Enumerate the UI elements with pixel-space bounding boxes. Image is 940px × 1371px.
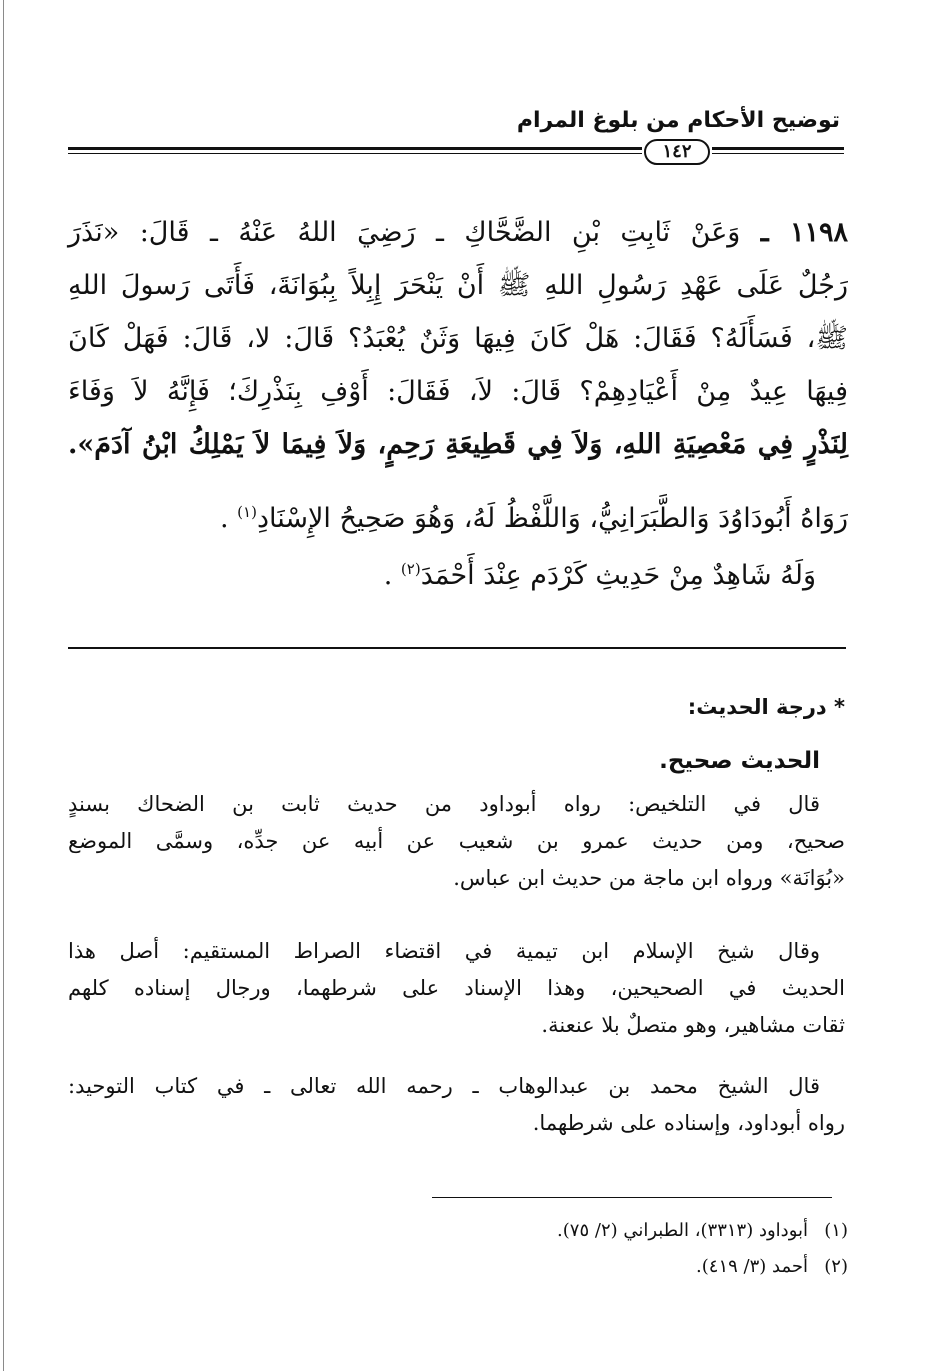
hadith-witness: وَلَهُ شَاهِدٌ مِنْ حَدِيثِ كَرْدَم عِنْدَ أَحْمَدَ$^{(٢)}$ . [383, 560, 816, 591]
footnote-1 [557, 1220, 848, 1241]
hadith-line: لِنَذْرٍ فِي مَعْصِيَةِ اللهِ، وَلاَ فِي قَطِيعَةِ رَحِمٍ، وَلاَ فِيمَا لاَ يَمْلِكُ ابْنُ آدَمَ». [68, 429, 848, 460]
footnote-2 [696, 1256, 848, 1277]
hadith-line-text: وَعَنْ ثَابِتِ بْنِ الضَّحَّاكِ ـ رَضِيَ اللهُ عَنْهُ ـ قَالَ: «نَذَرَ [68, 217, 741, 248]
commentary-paragraph [68, 786, 845, 897]
section-divider [68, 647, 846, 649]
hadith-text [68, 206, 848, 471]
footnote-text: أحمد (٣/ ٤١٩). [696, 1256, 808, 1277]
header-rule-right [712, 147, 844, 154]
hadith-source-text: رَوَاهُ أَبُودَاوُدَ وَالطَّبَرَانِيُّ، وَاللَّفْظُ لَهُ، وَهُوَ صَحِيحُ الإِسْنَادِ [256, 503, 848, 534]
commentary-paragraph [68, 1068, 845, 1142]
commentary-line: ثقات مشاهير، وهو متصلٌ بلا عنعنة. [541, 1013, 845, 1037]
commentary-line: قال في التلخيص: رواه أبوداود من حديث ثابت بن الضحاك بسندٍ [68, 792, 820, 816]
running-title: توضيح الأحكام من بلوغ المرام [516, 108, 840, 133]
hadith-source: رَوَاهُ أَبُودَاوُدَ وَالطَّبَرَانِيُّ، وَاللَّفْظُ لَهُ، وَهُوَ صَحِيحُ الإِسْنَادِ$^{(١)}$ . [220, 503, 848, 534]
section-heading: * درجة الحديث: [687, 695, 845, 719]
hadith-line [68, 206, 848, 259]
commentary-line: قال الشيخ محمد بن عبدالوهاب ـ رحمه الله تعالى ـ في كتاب التوحيد: [68, 1074, 820, 1098]
commentary-line: رواه أبوداود، وإسناده على شرطهما. [532, 1111, 845, 1135]
footnote-ref-1[interactable]: (١) [237, 503, 257, 521]
hadith-line: رَجُلٌ عَلَى عَهْدِ رَسُولِ اللهِ ﷺ أَنْ يَنْحَرَ إِبِلاً بِبُوَانَةَ، فَأَتَى رَسولَ اللهِ [68, 270, 848, 301]
footnote-separator [432, 1197, 832, 1198]
page-number: ١٤٢ [644, 139, 710, 165]
hadith-line: ﷺ، فَسَأَلَهُ؟ فَقَالَ: هَلْ كَانَ فِيهَا وَثَنٌ يُعْبَدُ؟ قَالَ: لا، قَالَ: فَهَلْ كَانَ [68, 323, 848, 354]
footnote-text: أبوداود (٣٣١٣)، الطبراني (٢/ ٧٥). [557, 1220, 808, 1241]
page-edge [3, 0, 4, 1371]
footnote-ref-2[interactable]: (٢) [400, 560, 421, 578]
commentary-paragraph [68, 933, 845, 1044]
footnote-number: (١) [824, 1220, 848, 1241]
hadith-witness-text: وَلَهُ شَاهِدٌ مِنْ حَدِيثِ كَرْدَم عِنْدَ أَحْمَدَ [420, 560, 816, 591]
commentary-line: الحديث في الصحيحين، وهذا الإسناد على شرطهما، ورجال إسناده كلهم [68, 976, 845, 1000]
commentary-line: صحيح، ومن حديث عمرو بن شعيب عن أبيه عن جدِّه، وسمَّى الموضع [68, 829, 845, 853]
commentary-line: وقال شيخ الإسلام ابن تيمية في اقتضاء الصراط المستقيم: أصل هذا [68, 939, 820, 963]
footnote-number: (٢) [824, 1256, 848, 1277]
commentary-line: «بُوَانَة» ورواه ابن ماجة من حديث ابن عباس. [453, 866, 845, 890]
hadith-line: فِيهَا عِيدٌ مِنْ أَعْيَادِهِمْ؟ قَالَ: لاَ، فَقَالَ: أَوْفِ بِنَذْرِكَ؛ فَإِنَّهُ لاَ وَفَاءَ [68, 376, 848, 407]
hadith-number: ١١٩٨ ـ [760, 217, 848, 248]
hadith-verdict: الحديث صحيح. [659, 748, 820, 774]
header-rule-left [68, 147, 642, 154]
